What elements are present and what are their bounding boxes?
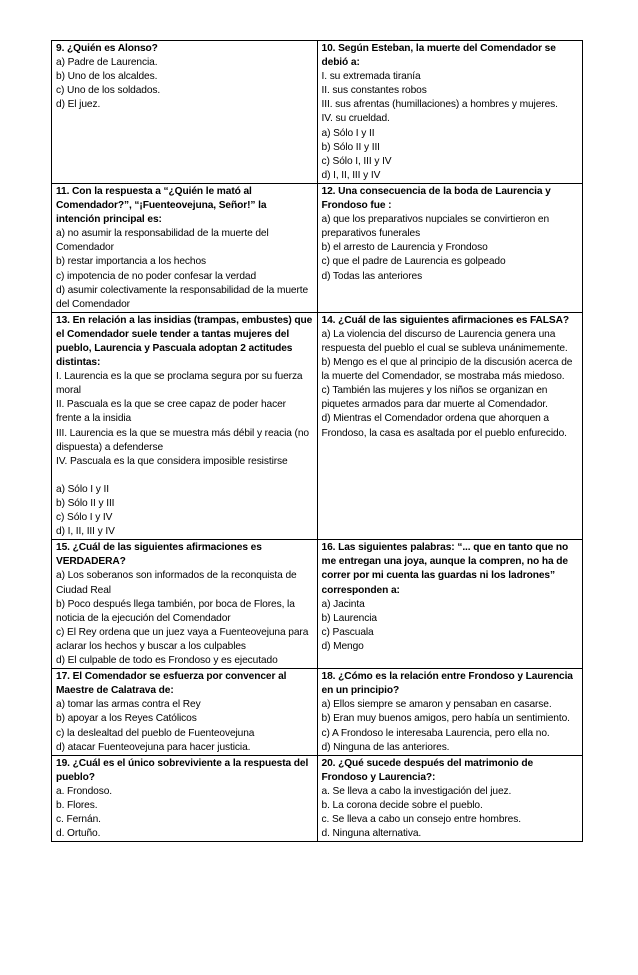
question-title: 18. ¿Cómo es la relación entre Frondoso y Laurencia en un principio?: [321, 671, 573, 697]
question-title: 17. El Comendador se esfuerza por convencer al Maestre de Calatrava de:: [56, 671, 287, 697]
answer-option: a) Sólo I y II: [56, 483, 109, 495]
answer-option: d) Mengo: [321, 640, 364, 652]
table-row: [52, 669, 583, 756]
answer-option: c) Sólo I, III y IV: [321, 155, 392, 167]
answer-option: d) El juez.: [56, 99, 101, 111]
answer-option: c) la deslealtad del pueblo de Fuenteovejuna: [56, 727, 255, 739]
answer-option: c) Pascuala: [321, 626, 374, 638]
question-cell: [317, 312, 583, 540]
answer-option: a) Los soberanos son informados de la reconquista de Ciudad Real: [56, 570, 297, 596]
answer-option: a) que los preparativos nupciales se convirtieron en preparativos funerales: [321, 214, 550, 240]
answer-option: a) Ellos siempre se amaron y pensaban en casarse.: [321, 699, 552, 711]
answer-option: III. Laurencia es la que se muestra más débil y reacia (no dispuesta) a defenderse: [56, 427, 309, 453]
answer-option: a) no asumir la responsabilidad de la muerte del Comendador: [56, 228, 269, 254]
answer-option: b) Sólo II y III: [56, 498, 115, 509]
answer-option: d. Ninguna alternativa.: [321, 828, 422, 840]
answer-option: d) asumir colectivamente la responsabilidad de la muerte del Comendador: [56, 284, 309, 310]
answer-option: c) Uno de los soldados.: [56, 85, 161, 97]
answer-option: b) Poco después llega también, por boca de Flores, la noticia de la ejecución del Comendador: [56, 598, 295, 624]
question-title: 13. En relación a las insidias (trampas, embustes) que el Comendador suele tender a tantas mujeres del pueblo, Laurencia y Pascuala adoptan 2 actitudes distintas:: [56, 314, 313, 369]
answer-option: c) A Frondoso le interesaba Laurencia, pero ella no.: [321, 727, 550, 739]
table-row: [52, 312, 583, 540]
question-cell: [317, 540, 583, 669]
answer-option: b) Uno de los alcaldes.: [56, 71, 158, 83]
question-cell: [52, 755, 318, 842]
answer-option: b) Eran muy buenos amigos, pero había un sentimiento.: [321, 713, 570, 725]
answer-option: c) Sólo I y IV: [56, 512, 113, 524]
answer-option: c) También las mujeres y los niños se organizan en piquetes armados para dar muerte al Comendador.: [321, 385, 548, 411]
question-title: 11. Con la respuesta a “¿Quién le mató al Comendador?”, “¡Fuenteovejuna, Señor!” la intención principal es:: [56, 185, 267, 226]
answer-option: a. Se lleva a cabo la investigación del juez.: [321, 785, 512, 797]
answer-option: II. Pascuala es la que se cree capaz de poder hacer frente a la insidia: [56, 399, 286, 425]
answer-option: d) Mientras el Comendador ordena que ahorquen a Frondoso, la casa es asaltada por el pueblo enfurecido.: [321, 413, 567, 439]
question-cell: [317, 41, 583, 184]
answer-option: d) I, II, III y IV: [321, 169, 381, 181]
answer-option: c) que el padre de Laurencia es golpeado: [321, 256, 506, 268]
table-row: [52, 183, 583, 312]
question-cell: [317, 669, 583, 756]
answer-option: a) Sólo I y II: [321, 127, 375, 139]
question-title: 15. ¿Cuál de las siguientes afirmaciones es VERDADERA?: [56, 542, 262, 568]
question-cell: [52, 41, 318, 184]
table-row: [52, 540, 583, 669]
question-title: 14. ¿Cuál de las siguientes afirmaciones es FALSA?: [321, 314, 570, 326]
answer-option: a) Jacinta: [321, 598, 365, 610]
answer-option: d. Ortuño.: [56, 828, 101, 840]
question-cell: [317, 755, 583, 842]
answer-option: a. Frondoso.: [56, 785, 112, 797]
answer-option: a) La violencia del discurso de Laurencia genera una respuesta del pueblo el cual se subleva unánimemente.: [321, 328, 568, 354]
answer-option: d) Ninguna de las anteriores.: [321, 741, 450, 753]
answer-option: b. Flores.: [56, 799, 98, 811]
answer-option: d) atacar Fuenteovejuna para hacer justicia.: [56, 741, 251, 753]
answer-option: c) El Rey ordena que un juez vaya a Fuenteovejuna para aclarar los hechos y buscar a los culpables: [56, 626, 309, 652]
answer-option: b. La corona decide sobre el pueblo.: [321, 799, 483, 811]
answer-option: b) restar importancia a los hechos: [56, 256, 207, 268]
answer-option: d) Todas las anteriores: [321, 270, 423, 282]
answer-option: IV. Pascuala es la que considera imposible resistirse: [56, 455, 288, 467]
answer-option: c) impotencia de no poder confesar la verdad: [56, 270, 257, 282]
answer-option: a) Padre de Laurencia.: [56, 57, 158, 69]
answer-option: c. Fernán.: [56, 814, 101, 826]
question-title: 12. Una consecuencia de la boda de Laurencia y Frondoso fue :: [321, 185, 551, 212]
question-cell: [52, 183, 318, 312]
question-title: 16. Las siguientes palabras: “... que en tanto que no me entregan una joya, aunque la compren, no ha de correr por mi cuenta las guardas ni los ladrones” corresponden a:: [321, 542, 569, 596]
answer-option: c. Se lleva a cabo un consejo entre hombres.: [321, 814, 521, 826]
answer-option: b) el arresto de Laurencia y Frondoso: [321, 242, 488, 254]
answer-option: II. sus constantes robos: [321, 85, 427, 97]
answer-option: b) apoyar a los Reyes Católicos: [56, 713, 197, 725]
answer-option: I. su extremada tiranía: [321, 71, 421, 83]
question-cell: [52, 312, 318, 540]
question-cell: [52, 669, 318, 756]
question-cell: [52, 540, 318, 669]
answer-option: d) I, II, III y IV: [56, 526, 115, 538]
answer-option: d) El culpable de todo es Frondoso y es ejecutado: [56, 655, 278, 667]
table-row: [52, 41, 583, 184]
answer-option: b) Mengo es el que al principio de la discusión acerca de la muerte del Comendador, se mostraba más miedoso.: [321, 357, 573, 383]
answer-option: [56, 469, 313, 483]
answer-option: I. Laurencia es la que se proclama segura por su fuerza moral: [56, 371, 303, 397]
answer-option: III. sus afrentas (humillaciones) a hombres y mujeres.: [321, 99, 558, 111]
table-row: [52, 755, 583, 842]
question-title: 10. Según Esteban, la muerte del Comendador se debió a:: [321, 43, 556, 69]
answer-option: b) Sólo II y III: [321, 141, 380, 153]
question-table: [51, 40, 583, 842]
answer-option: a) tomar las armas contra el Rey: [56, 699, 201, 711]
question-title: 20. ¿Qué sucede después del matrimonio de Frondoso y Laurencia?:: [321, 757, 534, 783]
question-title: 9. ¿Quién es Alonso?: [56, 43, 158, 54]
answer-option: IV. su crueldad.: [321, 113, 390, 125]
answer-option: b) Laurencia: [321, 612, 377, 624]
question-cell: [317, 183, 583, 312]
question-title: 19. ¿Cuál es el único sobreviviente a la respuesta del pueblo?: [56, 757, 309, 783]
